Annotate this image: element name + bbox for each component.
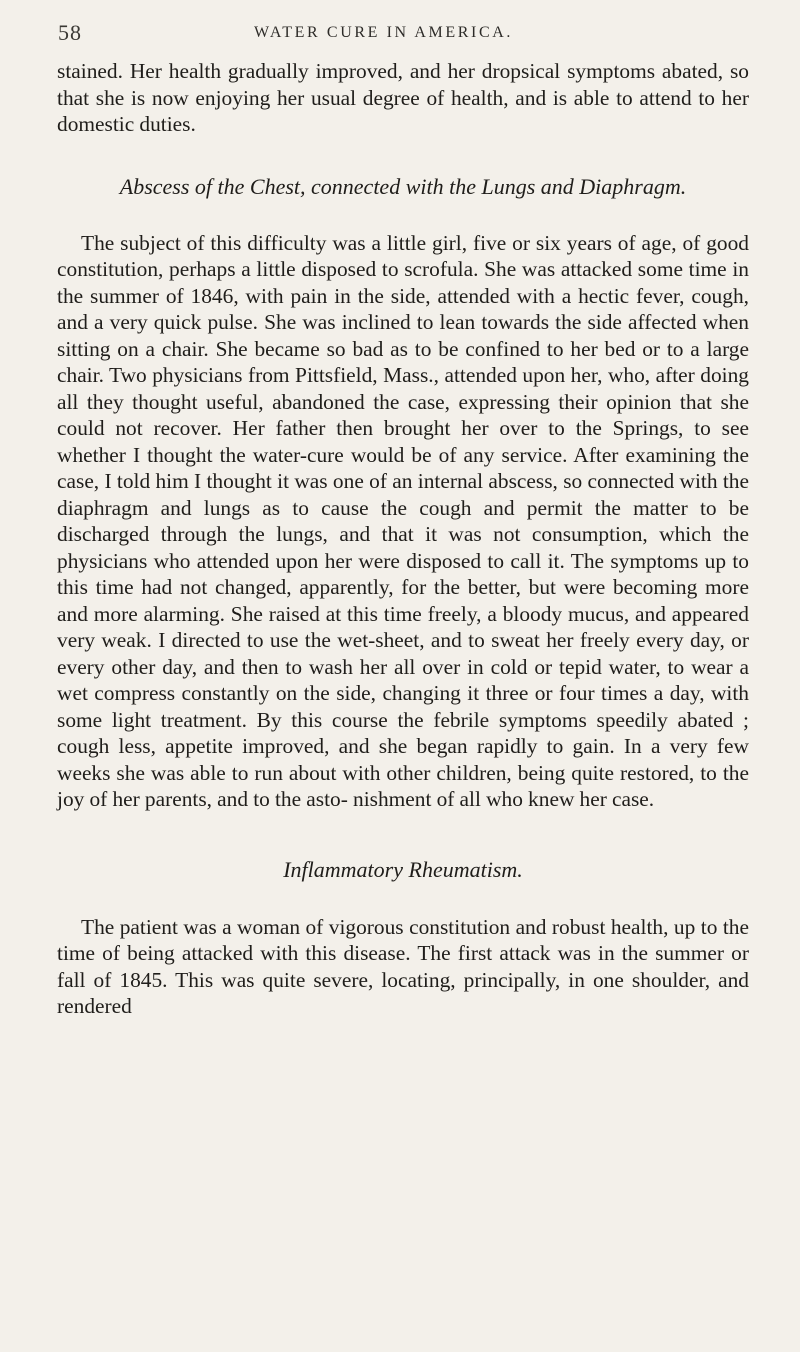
section-heading-abscess: Abscess of the Chest, connected with the Lungs and Diaphragm. [119,173,687,199]
running-head [0,20,800,50]
paragraph-rheumatism-case: The patient was a woman of vigorous constitution and robust health, up to the time of being attacked with this disease. The first attack was in the summer or fall of 1845. This was quite severe, locating, principally, in one shoulder, and rendered [57,914,749,1018]
paragraph-abscess-case: The subject of this difficulty was a little girl, five or six years of age, of good constitution, perhaps a little disposed to scrofula. She was attacked some time in the summer of 1846, with pain in the side, attended with a hectic fever, cough, and a very quick pulse. She was inclined to lean towards the side affected when sitting on a chair. She became so bad as to be confined to her bed or to a large chair. Two physicians from Pittsfield, Mass., attended upon her, who, after doing all they thought useful, abandoned the case, expressing their opinion that she could not recover. Her father then brought her over to the Springs, to see whether I thought the water-cure would be of any service. After examining the case, I told him I thought it was one of an internal abscess, so connected with the diaphragm and lungs as to cause the cough and permit the matter to be discharged through the lungs, and that it was not consumption, which the physicians who attended upon her were disposed to call it. The symptoms up to this time had not changed, apparently, for the better, but were becoming more and more alarming. She raised at this time freely, a bloody mucus, and appeared very weak. I directed to use the wet-sheet, and to sweat her freely every day, or every other day, and then to wash her all over in cold or tepid water, to wear a wet compress constantly on the side, changing it three or four times a day, with some light treatment. By this course the febrile symptoms speedily abated ; cough less, appetite improved, and she began rapidly to gain. In a very few weeks she was able to run about with other children, being quite restored, to the joy of her parents, and to the asto- nishment of all who knew her case. [57,230,749,811]
page-number: 58 [58,20,82,45]
paragraph-continued: stained. Her health gradually improved, and her dropsical symptoms abated, so that she is now enjoying her usual degree of health, and is able to attend to her domestic duties. [57,59,749,136]
running-head-title: WATER CURE IN AMERICA. [254,24,513,41]
page-body [57,58,749,1020]
section-heading-rheumatism: Inflammatory Rheumatism. [283,856,523,882]
